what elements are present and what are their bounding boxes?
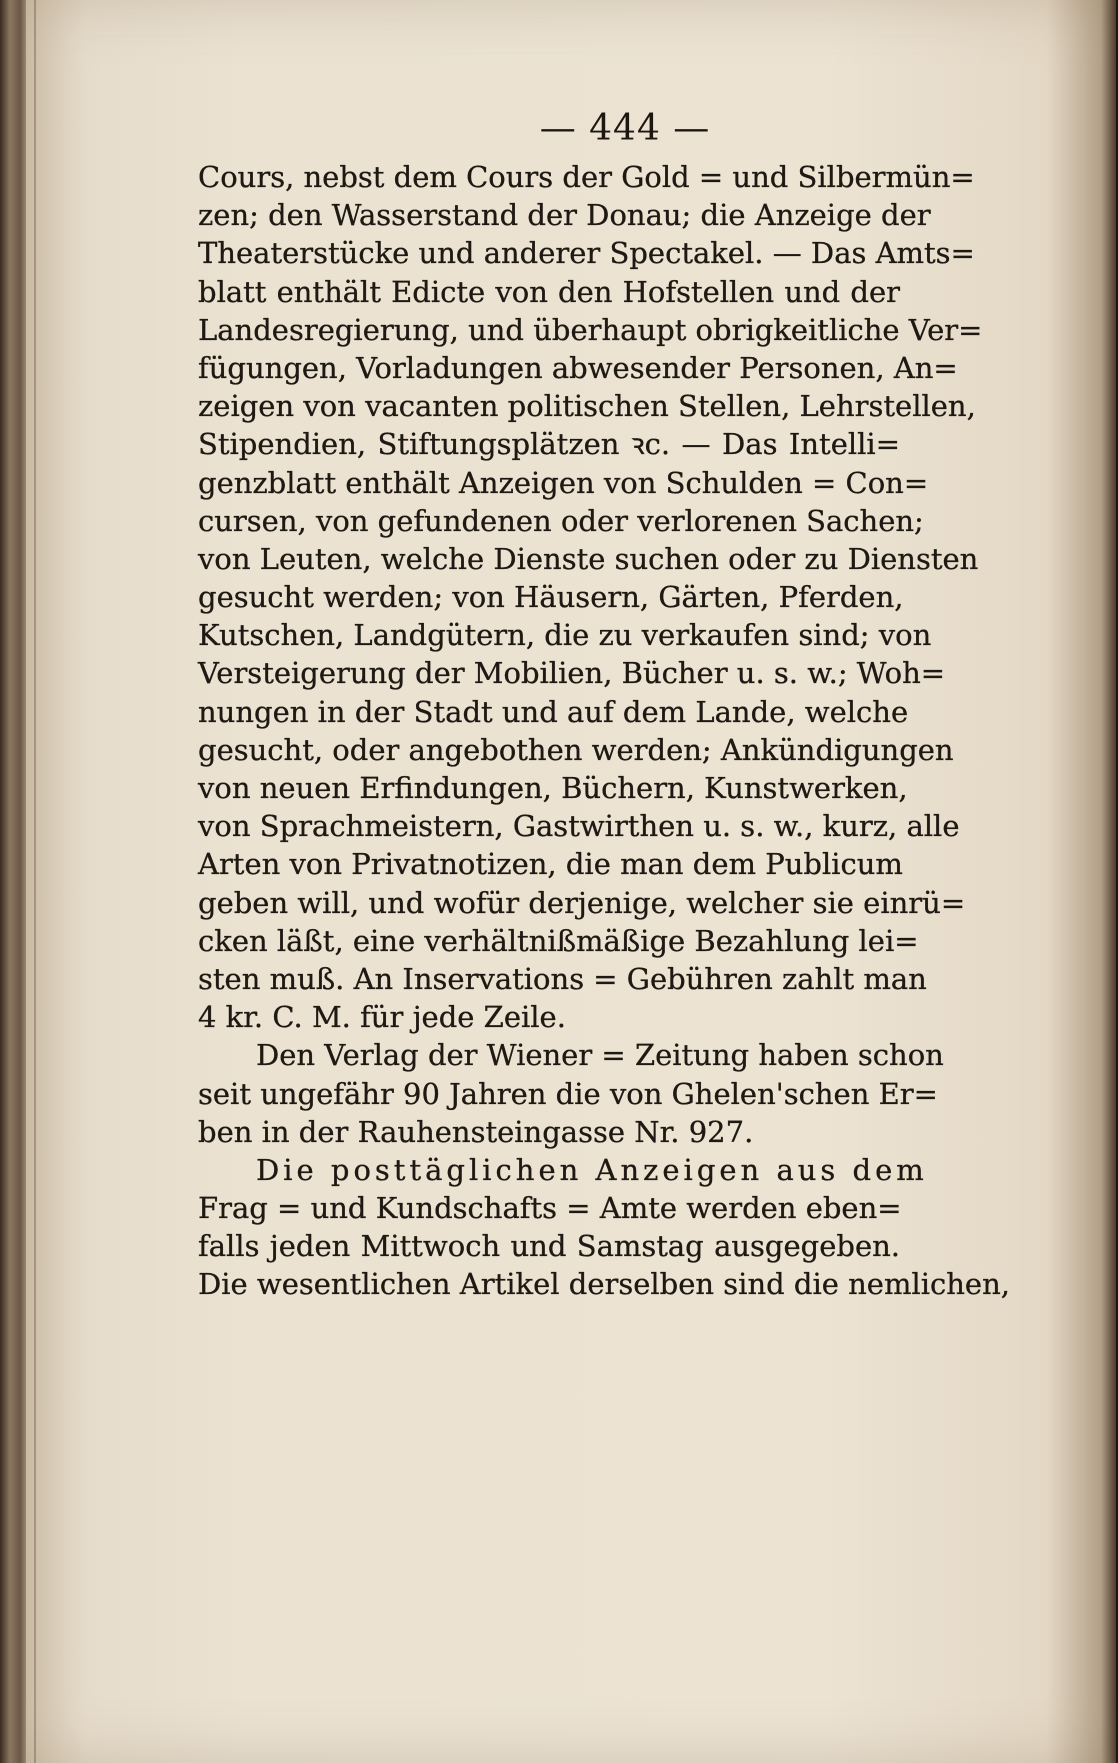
text-line: gesucht, oder angebothen werden; Ankündigungen (198, 732, 954, 767)
text-line: 4 kr. C. M. für jede Zeile. (198, 1000, 566, 1035)
text-line: genzblatt enthält Anzeigen von Schulden = Con= (198, 465, 929, 500)
text-line: von Leuten, welche Dienste suchen oder zu Diensten (198, 541, 979, 576)
page-number: — 444 — (539, 108, 711, 149)
page-fold (34, 0, 36, 1763)
text-line: Theaterstücke und anderer Spectakel. — Das Amts= (198, 236, 975, 271)
text-line: Frag = und Kundschafts = Amte werden eben= (198, 1191, 902, 1226)
text-line: Cours, nebst dem Cours der Gold = und Silbermün= (198, 160, 975, 194)
body-text (198, 158, 1010, 1304)
text-line: cken läßt, eine verhältnißmäßige Bezahlung lei= (198, 923, 919, 958)
text-line: ben in der Rauhensteingasse Nr. 927. (198, 1114, 754, 1149)
text-line: von Sprachmeistern, Gastwirthen u. s. w., kurz, alle (198, 809, 960, 844)
text-line: Versteigerung der Mobilien, Bücher u. s. w.; Woh= (198, 656, 946, 691)
text-line: falls jeden Mittwoch und Samstag ausgegeben. (198, 1229, 900, 1264)
text-line: seit ungefähr 90 Jahren die von Ghelen'schen Er= (198, 1076, 938, 1111)
text-line: geben will, und wofür derjenige, welcher sie einrü= (198, 885, 966, 920)
text-line: Arten von Privatnotizen, die man dem Publicum (198, 847, 903, 882)
text-line: sten muß. An Inservations = Gebühren zahlt man (198, 961, 927, 996)
text-line: Die wesentlichen Artikel derselben sind die nemlichen, (198, 1267, 1010, 1302)
text-line: zen; den Wasserstand der Donau; die Anzeige der (198, 198, 931, 233)
text-line: cursen, von gefundenen oder verlorenen Sachen; (198, 503, 924, 538)
text-line: Landesregierung, und überhaupt obrigkeitliche Ver= (198, 312, 983, 347)
text-line: Stipendien, Stiftungsplätzen ꝛc. — Das Intelli= (198, 427, 900, 462)
text-line: von neuen Erfindungen, Büchern, Kunstwerken, (198, 771, 908, 805)
paragraph-start-line: Den Verlag der Wiener = Zeitung haben schon (256, 1038, 944, 1073)
text-line: gesucht werden; von Häusern, Gärten, Pferden, (198, 580, 904, 615)
text-line: zeigen von vacanten politischen Stellen, Lehrstellen, (198, 389, 976, 424)
text-line: nungen in der Stadt und auf dem Lande, welche (198, 694, 909, 729)
text-line: blatt enthält Edicte von den Hofstellen und der (198, 274, 900, 309)
text-line: fügungen, Vorladungen abwesender Personen, An= (198, 350, 958, 385)
text-line: Kutschen, Landgütern, die zu verkaufen sind; von (198, 618, 932, 653)
paragraph-start-line: Die posttäglichen Anzeigen aus dem (256, 1152, 928, 1187)
